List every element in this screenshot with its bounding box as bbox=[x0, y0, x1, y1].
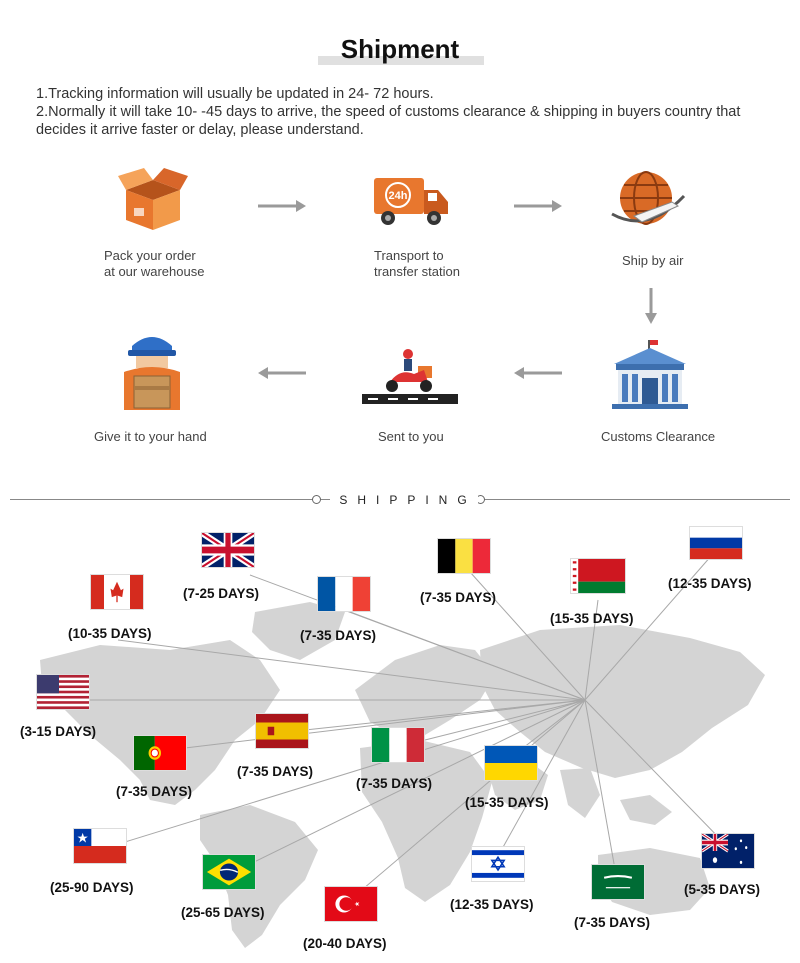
arrow-left-icon bbox=[258, 366, 306, 380]
belarus-flag-icon bbox=[570, 558, 626, 594]
russia-flag-icon bbox=[689, 526, 743, 560]
spain-days: (7-35 DAYS) bbox=[237, 764, 314, 779]
step-hand-label: Give it to your hand bbox=[94, 429, 207, 444]
scooter-courier-icon bbox=[362, 346, 458, 406]
package-box-icon bbox=[116, 168, 190, 232]
portugal-days: (7-35 DAYS) bbox=[116, 784, 193, 799]
page-title: Shipment bbox=[340, 34, 460, 64]
belarus-days: (15-35 DAYS) bbox=[550, 611, 634, 626]
saudi-arabia-flag-icon bbox=[591, 864, 645, 900]
arrow-down-icon bbox=[644, 288, 658, 324]
usa-days: (3-15 DAYS) bbox=[20, 724, 97, 739]
israel-flag-icon bbox=[471, 846, 525, 882]
ukraine-flag-icon bbox=[484, 745, 538, 781]
step-pack-label bbox=[104, 248, 204, 280]
ukraine-days: (15-35 DAYS) bbox=[465, 795, 549, 810]
arrow-right-icon bbox=[258, 199, 306, 213]
chile-days: (25-90 DAYS) bbox=[50, 880, 134, 895]
step-transport-line2: transfer station bbox=[374, 264, 460, 279]
step-pack-line2: at our warehouse bbox=[104, 264, 205, 279]
portugal-flag-icon bbox=[133, 735, 187, 771]
belgium-flag-icon bbox=[437, 538, 491, 574]
truck-24h-badge: 24h bbox=[388, 190, 408, 202]
step-air-label: Ship by air bbox=[622, 253, 684, 268]
turkey-days: (20-40 DAYS) bbox=[303, 936, 387, 951]
chile-flag-icon bbox=[73, 828, 127, 864]
globe-airplane-icon bbox=[608, 168, 688, 232]
uk-days: (7-25 DAYS) bbox=[183, 586, 260, 601]
brazil-days: (25-65 DAYS) bbox=[181, 905, 265, 920]
arrow-right-icon bbox=[514, 199, 562, 213]
step-sent-label: Sent to you bbox=[378, 429, 444, 444]
continents bbox=[40, 602, 765, 948]
saudi-arabia-days: (7-35 DAYS) bbox=[574, 915, 651, 930]
shipping-notes bbox=[36, 85, 776, 139]
divider-dot-left bbox=[312, 495, 321, 504]
russia-days: (12-35 DAYS) bbox=[668, 576, 752, 591]
italy-days: (7-35 DAYS) bbox=[356, 776, 433, 791]
australia-flag-icon bbox=[701, 833, 755, 869]
france-flag-icon bbox=[317, 576, 371, 612]
note-delivery-time: 2.Normally it will take 10- -45 days to arrive, the speed of customs clearance & shipping in buyers country that bbox=[36, 104, 741, 120]
australia-days: (5-35 DAYS) bbox=[684, 882, 761, 897]
uk-flag-icon bbox=[201, 532, 255, 568]
canada-flag-icon bbox=[90, 574, 144, 610]
canada-days: (10-35 DAYS) bbox=[68, 626, 152, 641]
step-pack-line1: Pack your order bbox=[104, 248, 196, 263]
courier-holding-package-icon bbox=[120, 332, 184, 412]
spain-flag-icon bbox=[255, 713, 309, 749]
step-transport-label bbox=[374, 248, 460, 280]
france-days: (7-35 DAYS) bbox=[300, 628, 377, 643]
usa-flag-icon bbox=[36, 674, 90, 710]
customs-building-icon bbox=[610, 338, 690, 410]
delivery-truck-icon bbox=[372, 174, 452, 230]
step-customs-label: Customs Clearance bbox=[601, 429, 716, 444]
israel-days: (12-35 DAYS) bbox=[450, 897, 534, 912]
shipping-heading: SHIPPING bbox=[330, 490, 478, 510]
note-tracking: 1.Tracking information will usually be updated in 24- 72 hours. bbox=[36, 86, 434, 102]
step-transport-line1: Transport to bbox=[374, 248, 444, 263]
brazil-flag-icon bbox=[202, 854, 256, 890]
turkey-flag-icon bbox=[324, 886, 378, 922]
belgium-days: (7-35 DAYS) bbox=[420, 590, 497, 605]
note-understand: decides it arrive faster or delay, please understand. bbox=[36, 122, 364, 138]
arrow-left-icon bbox=[514, 366, 562, 380]
italy-flag-icon bbox=[371, 727, 425, 763]
